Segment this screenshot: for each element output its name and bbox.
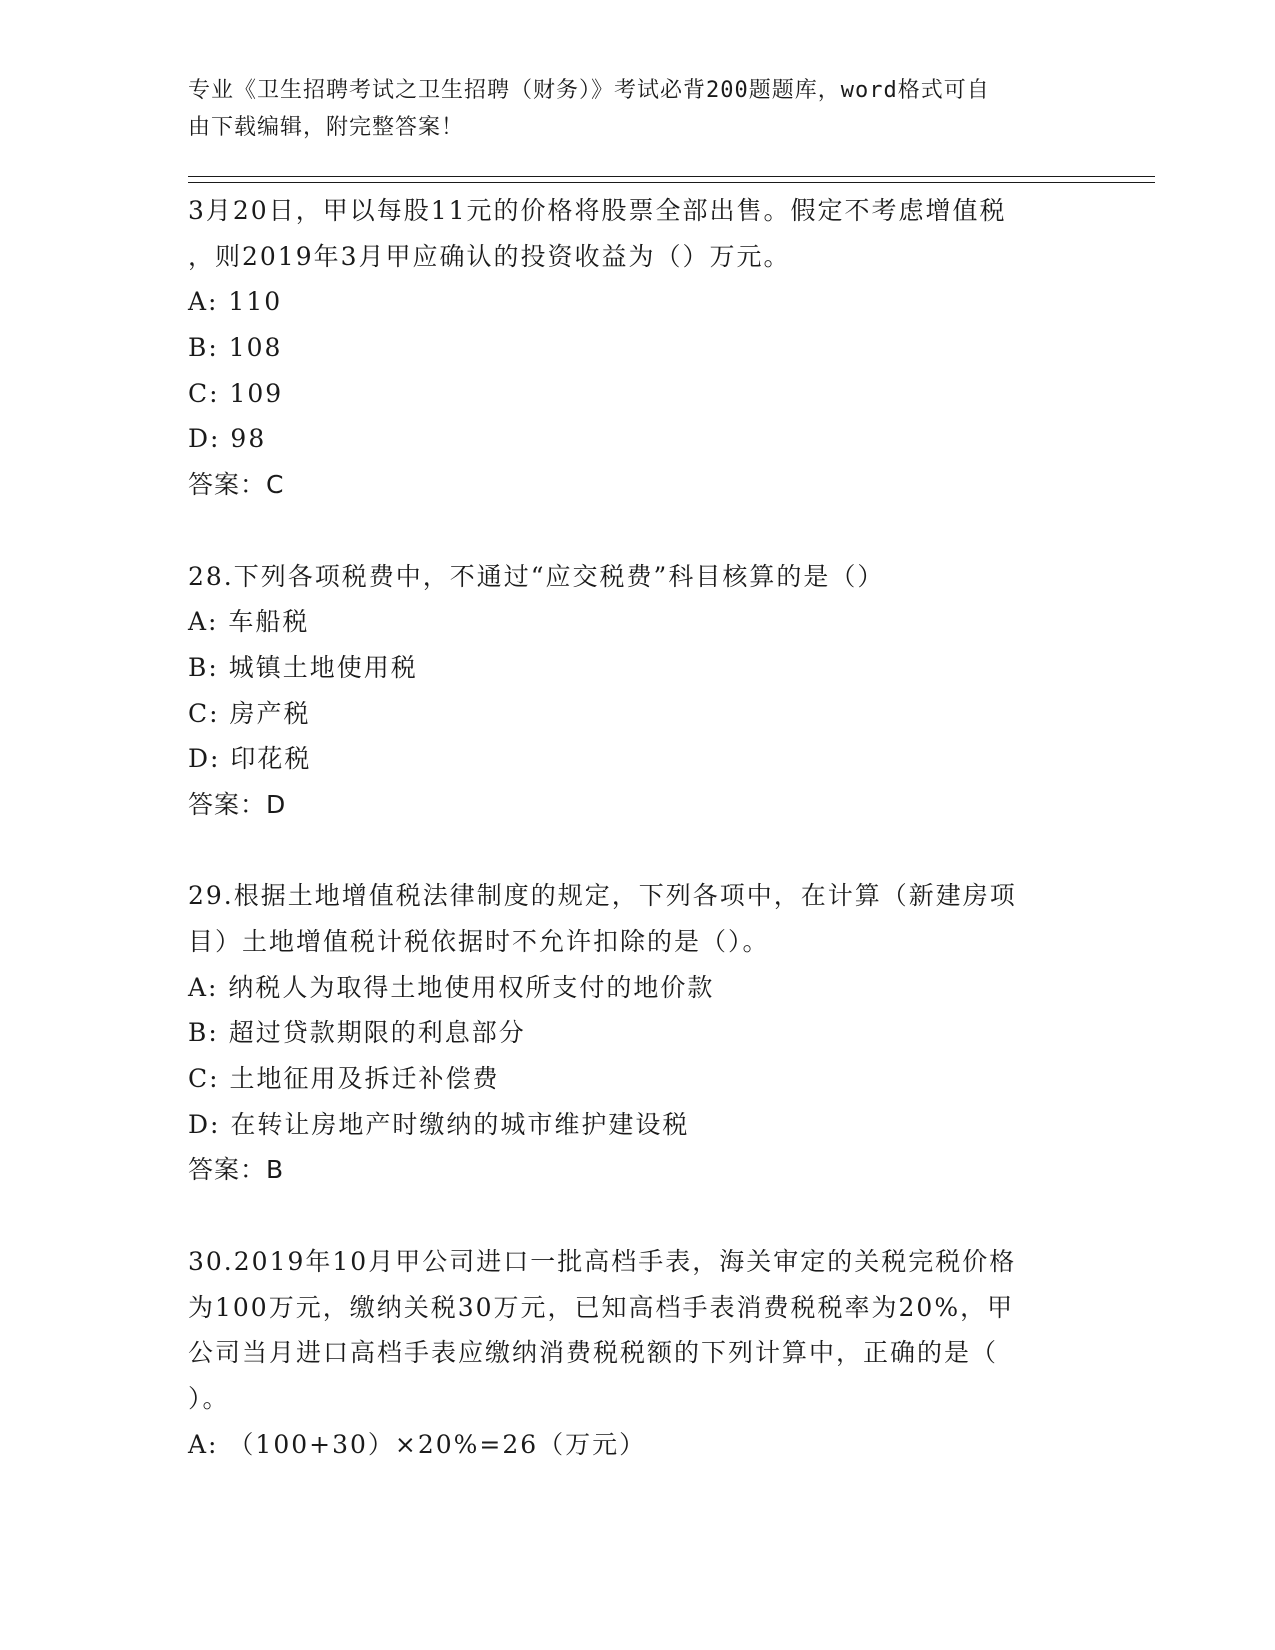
question-stem-line: 3月20日，甲以每股11元的价格将股票全部出售。假定不考虑增值税: [188, 196, 1007, 225]
header-line-2: 由下载编辑，附完整答案！: [188, 115, 465, 140]
document-header: [188, 72, 1088, 146]
option-a: A: 纳税人为取得土地使用权所支付的地价款: [188, 972, 715, 1002]
question-stem-line: ，则2019年3月甲应确认的投资收益为（）万元。: [188, 241, 791, 271]
option-a: A: （100+30）×20%=26（万元）: [188, 1429, 647, 1459]
answer-line: 答案：B: [188, 1155, 285, 1185]
question-29: [188, 873, 1088, 1193]
question-stem-line: 28.下列各项税费中，不通过“应交税费”科目核算的是（）: [188, 561, 885, 591]
option-c: C: 109: [188, 378, 284, 408]
question-stem-line: 目）土地增值税计税依据时不允许扣除的是（）。: [188, 927, 770, 956]
option-a: A: 110: [188, 287, 283, 317]
question-stem-line: 30.2019年10月甲公司进口一批高档手表，海关审定的关税完税价格: [188, 1246, 1017, 1276]
answer-line: 答案：D: [188, 789, 287, 819]
header-rule-bottom: [188, 182, 1155, 183]
question-stem-line: 29.根据土地增值税法律制度的规定，下列各项中，在计算（新建房项: [188, 881, 1017, 911]
question-stem-line: 公司当月进口高档手表应缴纳消费税税额的下列计算中，正确的是（: [188, 1338, 999, 1368]
question-stem-line: 为100万元，缴纳关税30万元，已知高档手表消费税税率为20%，甲: [188, 1292, 1015, 1322]
question-30: [188, 1239, 1088, 1467]
spacer: [188, 828, 1088, 874]
header-rule-top: [188, 176, 1155, 177]
option-a: A: 车船税: [188, 607, 310, 637]
question-28: [188, 554, 1088, 828]
option-c: C: 房产税: [188, 698, 311, 728]
option-b: B: 108: [188, 333, 283, 363]
option-d: D: 98: [188, 424, 267, 454]
spacer: [188, 1193, 1088, 1239]
option-c: C: 土地征用及拆迁补偿费: [188, 1064, 500, 1094]
option-d: D: 印花税: [188, 744, 312, 774]
option-b: B: 超过贷款期限的利息部分: [188, 1018, 526, 1048]
question-27: [188, 188, 1088, 508]
option-b: B: 城镇土地使用税: [188, 652, 418, 682]
header-line-1: 专业《卫生招聘考试之卫生招聘（财务）》考试必背200题题库，word格式可自: [188, 78, 990, 103]
option-d: D: 在转让房地产时缴纳的城市维护建设税: [188, 1109, 690, 1139]
spacer: [188, 508, 1088, 554]
question-stem-line: ）。: [188, 1383, 230, 1413]
document-body: [188, 188, 1088, 1467]
answer-line: 答案：C: [188, 470, 285, 500]
